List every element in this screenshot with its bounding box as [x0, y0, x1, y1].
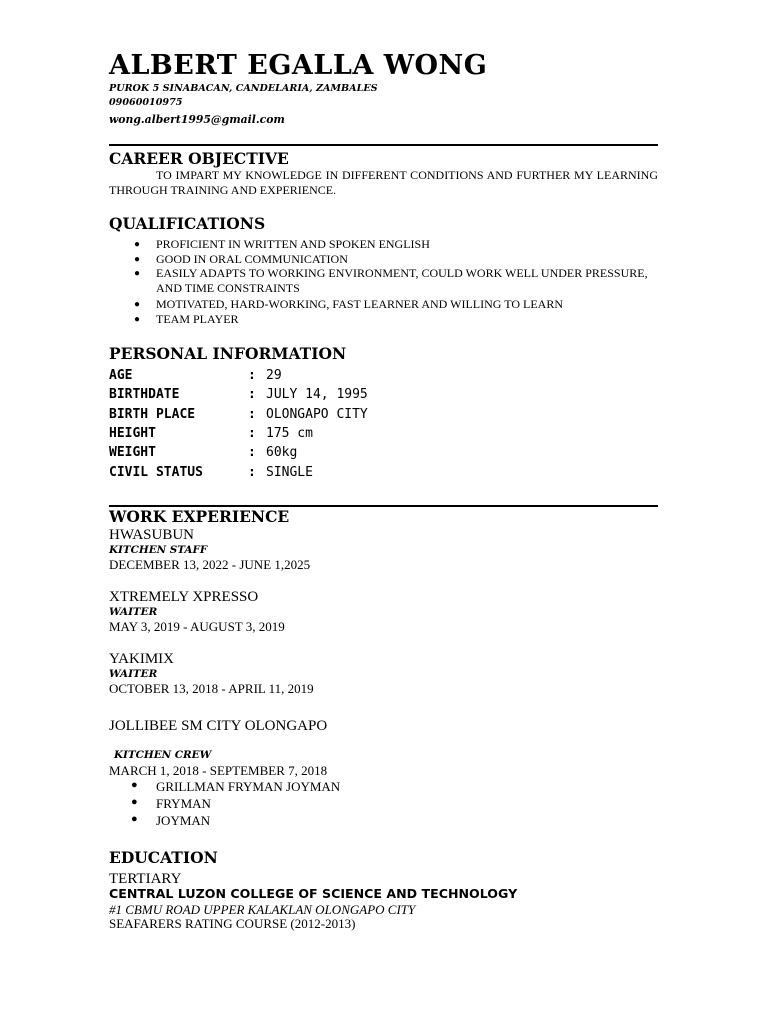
duty-text: FRYMAN	[156, 796, 211, 811]
bullet-icon: ●	[131, 779, 138, 791]
career-objective-text	[109, 168, 658, 198]
education-level: TERTIARY	[109, 871, 182, 887]
list-item	[134, 266, 656, 296]
bullet-icon: ●	[131, 813, 138, 825]
phone-number: 09060010975	[109, 97, 183, 108]
info-value: 175 cm	[266, 426, 313, 441]
qualification-text: TEAM PLAYER	[156, 312, 239, 326]
personal-information-heading: PERSONAL INFORMATION	[109, 344, 347, 363]
education-heading: EDUCATION	[109, 848, 218, 867]
qualifications-heading: QUALIFICATIONS	[109, 214, 266, 233]
info-label: HEIGHT	[109, 426, 156, 441]
list-item	[134, 297, 656, 312]
info-label: WEIGHT	[109, 445, 156, 460]
job-position: KITCHEN CREW	[114, 749, 212, 761]
qualification-text: GOOD IN ORAL COMMUNICATION	[156, 252, 348, 266]
info-separator: :	[248, 407, 256, 422]
applicant-name: ALBERT EGALLA WONG	[109, 50, 488, 81]
employer-name: HWASUBUN	[109, 527, 195, 543]
bullet-icon: ●	[131, 796, 138, 808]
job-dates: MAY 3, 2019 - AUGUST 3, 2019	[109, 619, 285, 634]
info-value: OLONGAPO CITY	[266, 407, 368, 422]
career-objective-body: TO IMPART MY KNOWLEDGE IN DIFFERENT CONDITIONS AND FURTHER MY LEARNING THROUGH TRAINING AND EXPERIENCE.	[109, 168, 658, 197]
job-position: WAITER	[109, 606, 158, 618]
list-item	[134, 312, 656, 327]
info-separator: :	[248, 426, 256, 441]
employer-name: YAKIMIX	[109, 651, 174, 667]
qualification-text: PROFICIENT IN WRITTEN AND SPOKEN ENGLISH	[156, 237, 430, 251]
info-label: AGE	[109, 368, 133, 383]
school-address: #1 CBMU ROAD UPPER KALAKLAN OLONGAPO CITY	[109, 902, 416, 917]
school-name: CENTRAL LUZON COLLEGE OF SCIENCE AND TECHNOLOGY	[109, 886, 518, 901]
job-dates: DECEMBER 13, 2022 - JUNE 1,2025	[109, 557, 311, 572]
course-name: SEAFARERS RATING COURSE (2012-2013)	[109, 916, 356, 931]
info-value: JULY 14, 1995	[266, 387, 368, 402]
bullet-icon: ●	[134, 299, 141, 310]
employer-name: XTREMELY XPRESSO	[109, 589, 259, 605]
info-value: 60kg	[266, 445, 298, 460]
list-item	[131, 779, 341, 795]
divider-line	[109, 144, 658, 146]
info-separator: :	[248, 387, 256, 402]
info-value: SINGLE	[266, 465, 313, 480]
address-line: PUROK 5 SINABACAN, CANDELARIA, ZAMBALES	[109, 83, 378, 94]
info-label: BIRTH PLACE	[109, 407, 196, 422]
info-label: CIVIL STATUS	[109, 465, 203, 480]
duty-text: GRILLMAN FRYMAN JOYMAN	[156, 779, 341, 794]
info-separator: :	[248, 445, 256, 460]
info-separator: :	[248, 368, 256, 383]
career-objective-heading: CAREER OBJECTIVE	[109, 149, 289, 168]
info-separator: :	[248, 465, 256, 480]
duty-text: JOYMAN	[156, 813, 211, 828]
bullet-icon: ●	[134, 254, 141, 265]
list-item	[131, 813, 211, 829]
email-address: wong.albert1995@gmail.com	[109, 113, 285, 126]
work-experience-heading: WORK EXPERIENCE	[109, 507, 290, 526]
job-dates: OCTOBER 13, 2018 - APRIL 11, 2019	[109, 681, 314, 696]
bullet-icon: ●	[134, 239, 141, 250]
list-item	[131, 796, 211, 812]
job-position: WAITER	[109, 668, 158, 680]
info-label: BIRTHDATE	[109, 387, 180, 402]
bullet-icon: ●	[134, 314, 141, 325]
job-dates: MARCH 1, 2018 - SEPTEMBER 7, 2018	[109, 763, 328, 778]
job-position: KITCHEN STAFF	[109, 544, 208, 556]
qualification-text: MOTIVATED, HARD-WORKING, FAST LEARNER AND WILLING TO LEARN	[156, 297, 563, 311]
bullet-icon: ●	[134, 268, 141, 279]
employer-name: JOLLIBEE SM CITY OLONGAPO	[109, 718, 328, 734]
info-value: 29	[266, 368, 282, 383]
list-item	[134, 237, 656, 252]
list-item	[134, 252, 656, 267]
qualification-text: EASILY ADAPTS TO WORKING ENVIRONMENT, COULD WORK WELL UNDER PRESSURE, AND TIME CONSTRAINTS	[156, 266, 648, 295]
